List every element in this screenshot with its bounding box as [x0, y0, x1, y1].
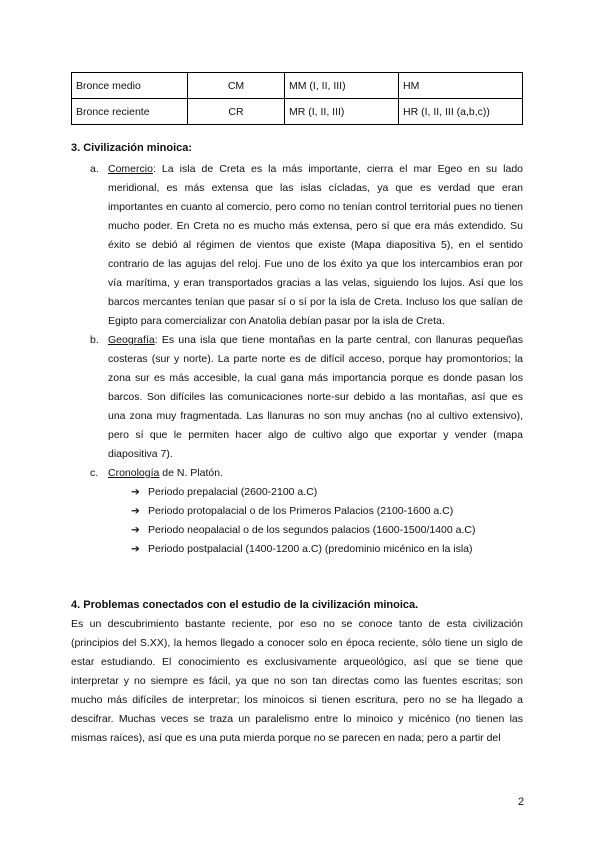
- table-cell: Bronce medio: [72, 73, 188, 99]
- item-text: : La isla de Creta es la más importante, cierra el mar Egeo en su lado meridional, es más extensa que las islas cícladas, ya que es verdad que eran importantes en cuanto al comercio, pero como no tenían control territorial pues no tienen mucho poder. En Creta no es mucho más extensa, pero sí que era más extendido. Su éxito se debió al régimen de vientos que existe (Mapa diapositiva 5), en el sentido contrario de las agujas del reloj. Fue uno de los éxito ya que los intercambios eran por vía marítima, y eran transportados gracias a las velas, siguiendo los lujos. Así que los barcos mercantes tenían que pasar sí o sí por la isla de Creta. Incluso los que salían de Egipto para comercializar con Anatolia debían pasar por la isla de Creta.: [108, 163, 523, 327]
- table-cell: CM: [188, 73, 285, 99]
- arrow-icon: ➔: [131, 505, 140, 517]
- list-item: [131, 502, 523, 521]
- section-4-paragraph: Es un descubrimiento bastante reciente, por eso no se conoce tanto de esta civilización (principios del S.XX), la hemos llegado a conocer solo en época reciente, sólo tiene un siglo de estar estudiando. El conocimiento es exclusivamente arqueológico, así que se tiene que interpretar y no siempre es fácil, ya que no son tan directas como las fuentes escritas; son mucho más difíciles de interpretar; los minoicos si tienen escritura, pero no se ha llegado a descifrar. Muchas veces se traza un paralelismo entre lo minoico y micénico (no tienen las mismas raíces), así que es una puta mierda porque no se parecen en nada; pero a partir del: [71, 618, 523, 744]
- arrow-icon: ➔: [131, 486, 140, 498]
- list-item-geografia: [71, 331, 523, 464]
- table-cell: MR (I, II, III): [285, 99, 399, 125]
- period-text: Periodo protopalacial o de los Primeros Palacios (2100-1600 a.C): [148, 505, 454, 517]
- table-row: [72, 99, 523, 125]
- list-marker: c.: [90, 467, 99, 479]
- table-row: [72, 73, 523, 99]
- section-3-list: [71, 160, 523, 559]
- period-list: [71, 483, 523, 559]
- list-item: [131, 521, 523, 540]
- table-cell: MM (I, II, III): [285, 73, 399, 99]
- table-cell: HM: [399, 73, 523, 99]
- period-text: Periodo neopalacial o de los segundos palacios (1600-1500/1400 a.C): [148, 524, 476, 536]
- list-item: [131, 483, 523, 502]
- page-number: 2: [518, 796, 525, 808]
- item-text: de N. Platón.: [159, 467, 223, 479]
- table-cell: HR (I, II, III (a,b,c)): [399, 99, 523, 125]
- table-cell: CR: [188, 99, 285, 125]
- section-4-heading: 4. Problemas conectados con el estudio de la civilización minoica.: [71, 599, 419, 611]
- bronze-age-table: [71, 72, 523, 125]
- list-marker: a.: [90, 163, 99, 175]
- list-marker: b.: [90, 334, 99, 346]
- list-item-comercio: [71, 160, 523, 331]
- section-3-heading: 3. Civilización minoica:: [71, 142, 193, 154]
- arrow-icon: ➔: [131, 524, 140, 536]
- list-item-cronologia: [71, 464, 523, 483]
- arrow-icon: ➔: [131, 543, 140, 555]
- item-title: Comercio: [108, 163, 153, 175]
- item-title: Cronología: [108, 467, 160, 479]
- list-item: [131, 540, 523, 559]
- table-cell: Bronce reciente: [72, 99, 188, 125]
- item-title: Geografía: [108, 334, 155, 346]
- period-text: Periodo prepalacial (2600-2100 a.C): [148, 486, 318, 498]
- period-text: Periodo postpalacial (1400-1200 a.C) (predominio micénico en la isla): [148, 543, 473, 555]
- item-text: : Es una isla que tiene montañas en la parte central, con llanuras pequeñas costeras (sur y norte). La parte norte es de difícil acceso, porque hay promontorios; la zona sur es más accesible, la cual gana más importancia porque es donde pasan los barcos. Son difíciles las comunicaciones norte-sur debido a las montañas, así que es una zona muy fragmentada. Las llanuras no son muy anchas (no al cultivo extensivo), pero sí que le permiten hacer algo de cultivo algo que exportar y vender (mapa diapositiva 7).: [108, 334, 523, 460]
